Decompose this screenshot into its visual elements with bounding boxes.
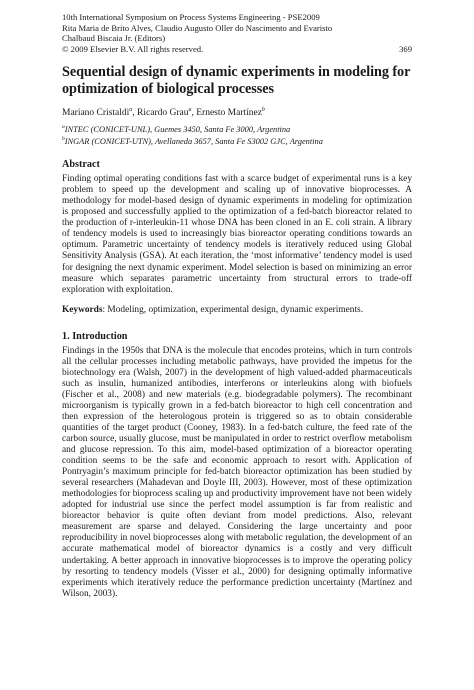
affiliation-list [62, 122, 412, 148]
keywords-label: Keywords [62, 304, 103, 315]
author-affiliation-mark: b [261, 107, 265, 114]
author-affiliation-mark: a [129, 107, 133, 114]
affiliation-text: INGAR (CONICET-UTN), Avellaneda 3657, Santa Fe S3002 GJC, Argentina [64, 137, 323, 147]
paper-title: Sequential design of dynamic experiments in modeling for optimization of biological processes [62, 64, 411, 97]
affiliation-text: INTEC (CONICET-UNL), Guemes 3450, Santa Fe 3000, Argentina [64, 124, 291, 134]
author-separator: , [132, 108, 138, 119]
author-name: Ernesto Martínez [196, 108, 262, 119]
author-separator: , [191, 108, 197, 119]
author-name: Mariano Cristaldi [62, 108, 130, 119]
copyright-line: © 2009 Elsevier B.V. All rights reserved. [62, 43, 204, 54]
affiliation-mark: a [62, 123, 65, 130]
keywords [62, 305, 412, 316]
affiliation [62, 122, 412, 135]
author-name: Ricardo Grau [137, 108, 189, 119]
abstract-text: Finding optimal operating conditions fast with a scarce budget of experimental runs is a key problem to speed up the development and scaling up of innovative bioprocesses. A methodology for model-based design of dynamic experiments in modeling for optimization is proposed and successfully applied to the optimization of a fed-batch bioreactor related to the production of r-interleukin-11 whose DNA has been cloned in an E. coli strain. A library of tendency models is used to increasingly bias bioreactor operating conditions towards an optimum. Parametric uncertainty of tendency models is iteratively reduced using Global Sensitivity Analysis (GSA). At each iteration, the ‘most informative’ tendency model is used for designing the next dynamic experiment. Model selection is based on minimizing an error measure which separates parametric uncertainty from structural errors to trade-off exploration with exploitation. [62, 174, 412, 295]
header-line: 10th International Symposium on Process Systems Engineering - PSE2009 [62, 12, 320, 22]
introduction-heading: 1. Introduction [62, 330, 128, 342]
affiliation [62, 134, 412, 147]
page-number: 369 [399, 43, 412, 54]
abstract-heading: Abstract [62, 159, 100, 171]
paper-page [62, 12, 412, 600]
author-affiliation-mark: a [188, 107, 192, 114]
introduction-text: Findings in the 1950s that DNA is the molecule that encodes proteins, which in turn controls all the cellular processes including metabolic pathways, have provided the impetus for the biotechnology era (Walsh, 2007) in the development of high valued-added pharmaceuticals such as insulin, humanized antibodies, interferons or interleukins along with biofuels (Fischer et al., 2008) and new materials (e.g. biodegradable polymers). The recombinant microorganism is typically grown in a fed-batch bioreactor to high cell concentration and then expression of the heterologous protein is triggered so as to obtain considerable quantities of the target product (Cooney, 1983). In a fed-batch culture, the feed rate of the carbon source, usually glucose, must be manipulated in order to restrict overflow metabolism and glucose repression. To this aim, model-based optimization of a bioreactor operating condition seems to be the safe and economic approach to resort with. Application of Pontryagin’s maximum principle for fed-batch bioreactor optimization has been studied by several researchers (Mahadevan and Doyle III, 2003). However, most of these optimization methodologies for bioprocess scaling up and productivity improvement have not been widely adopted for industrial use since the perfect model assumption is far from realistic and bioreactor behavior is quite often deviant from model predictions. Also, relevant measurement are sparse and delayed. Considering the large uncertainty and poor reproducibility in novel bioprocesses along with metabolic regulation, the development of an accurate mathematical model of bioreactor dynamics is a costly and very difficult undertaking. A better approach in innovative bioprocesses is to improve the operating policy by resorting to tendency models (Visser et al., 2000) for designing optimally informative experiments which iteratively reduce the performance prediction uncertainty (Martínez and Wilson, 2003). [62, 345, 412, 599]
header-line: Rita Maria de Brito Alves, Claudio Augusto Oller do Nascimento and Evaristo [62, 22, 333, 33]
author-list [62, 105, 412, 119]
proceedings-header [62, 12, 412, 54]
header-line: Chalbaud Biscaia Jr. (Editors) [62, 33, 166, 44]
affiliation-mark: b [62, 136, 65, 143]
keywords-text: : Modeling, optimization, experimental design, dynamic experiments. [102, 304, 364, 315]
